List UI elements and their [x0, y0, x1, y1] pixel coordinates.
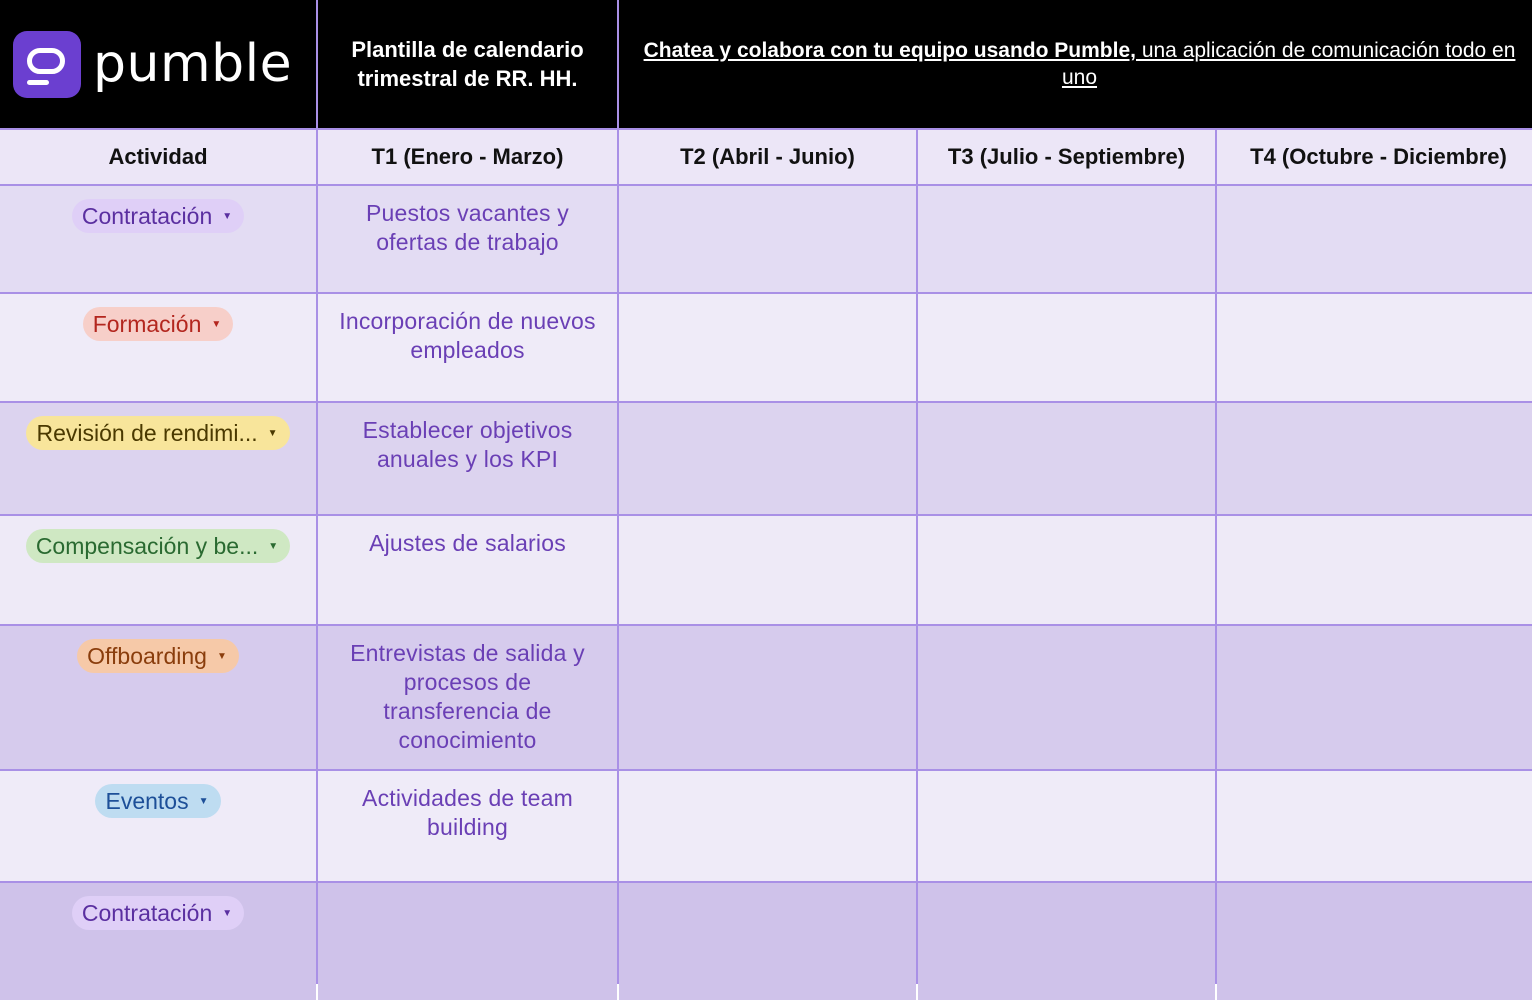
q3-cell[interactable] — [918, 626, 1215, 769]
q3-cell[interactable] — [918, 883, 1215, 1000]
activity-dropdown-chip[interactable] — [83, 307, 234, 341]
activity-dropdown-chip[interactable] — [77, 639, 239, 673]
promo-link-text: una aplicación de comunicación todo en uno — [1061, 39, 1516, 89]
q4-cell[interactable] — [1217, 186, 1532, 292]
chip-label: Contratación — [81, 899, 213, 926]
caret-down-icon: ▼ — [222, 210, 233, 222]
activity-cell[interactable] — [0, 294, 316, 401]
q1-cell[interactable]: Puestos vacantes y ofertas de trabajo — [318, 186, 617, 292]
q1-cell[interactable]: Actividades de team building — [318, 771, 617, 881]
q1-cell[interactable]: Ajustes de salarios — [318, 516, 617, 624]
pumble-logo-icon — [13, 31, 81, 98]
chip-label: Offboarding — [87, 642, 207, 669]
q2-cell[interactable] — [619, 516, 916, 624]
q4-cell[interactable] — [1217, 883, 1532, 1000]
activity-cell[interactable] — [0, 403, 316, 514]
q3-cell[interactable] — [918, 403, 1215, 514]
activity-dropdown-chip[interactable] — [26, 416, 289, 450]
activity-cell[interactable] — [0, 186, 316, 292]
chip-label: Formación — [92, 310, 202, 337]
activity-cell[interactable] — [0, 883, 316, 1000]
activity-cell[interactable] — [0, 516, 316, 624]
q3-cell[interactable] — [918, 186, 1215, 292]
chip-label: Contratación — [81, 202, 213, 229]
promo-link[interactable] — [639, 37, 1520, 91]
q4-cell[interactable] — [1217, 516, 1532, 624]
q4-cell[interactable] — [1217, 626, 1532, 769]
page-title: Plantilla de calendario trimestral de RR. HH. — [318, 0, 617, 128]
q1-cell[interactable]: Entrevistas de salida y procesos de transferencia de conocimiento — [318, 626, 617, 769]
promo-link-bold: Chatea y colabora con tu equipo usando Pumble, — [643, 39, 1136, 62]
q2-cell[interactable] — [619, 294, 916, 401]
q1-cell[interactable] — [318, 883, 617, 1000]
q1-cell[interactable]: Establecer objetivos anuales y los KPI — [318, 403, 617, 514]
q4-cell[interactable] — [1217, 771, 1532, 881]
activity-dropdown-chip[interactable] — [95, 784, 220, 818]
brand-name: pumble — [93, 34, 293, 94]
q4-cell[interactable] — [1217, 403, 1532, 514]
chip-label: Eventos — [105, 787, 189, 814]
activity-dropdown-chip[interactable] — [72, 199, 244, 233]
column-header-activity[interactable]: Actividad — [0, 130, 316, 184]
q2-cell[interactable] — [619, 186, 916, 292]
caret-down-icon: ▼ — [267, 427, 278, 439]
q1-cell[interactable]: Incorporación de nuevos empleados — [318, 294, 617, 401]
q2-cell[interactable] — [619, 403, 916, 514]
caret-down-icon: ▼ — [268, 540, 279, 552]
q4-cell[interactable] — [1217, 294, 1532, 401]
activity-cell[interactable] — [0, 771, 316, 881]
column-header-q3[interactable]: T3 (Julio - Septiembre) — [918, 130, 1215, 184]
chip-label: Revisión de rendimi... — [36, 419, 258, 446]
activity-dropdown-chip[interactable] — [26, 529, 290, 563]
q3-cell[interactable] — [918, 294, 1215, 401]
column-header-q2[interactable]: T2 (Abril - Junio) — [619, 130, 916, 184]
column-header-q4[interactable]: T4 (Octubre - Diciembre) — [1217, 130, 1532, 184]
caret-down-icon: ▼ — [198, 795, 209, 807]
activity-cell[interactable] — [0, 626, 316, 769]
chip-label: Compensación y be... — [35, 532, 259, 559]
q2-cell[interactable] — [619, 771, 916, 881]
caret-down-icon: ▼ — [222, 907, 233, 919]
activity-dropdown-chip[interactable] — [72, 896, 244, 930]
caret-down-icon: ▼ — [211, 318, 222, 330]
q2-cell[interactable] — [619, 626, 916, 769]
caret-down-icon: ▼ — [216, 650, 227, 662]
promo-banner — [619, 0, 1532, 128]
q3-cell[interactable] — [918, 516, 1215, 624]
q3-cell[interactable] — [918, 771, 1215, 881]
brand-logo[interactable] — [0, 0, 316, 128]
column-header-q1[interactable]: T1 (Enero - Marzo) — [318, 130, 617, 184]
q2-cell[interactable] — [619, 883, 916, 1000]
